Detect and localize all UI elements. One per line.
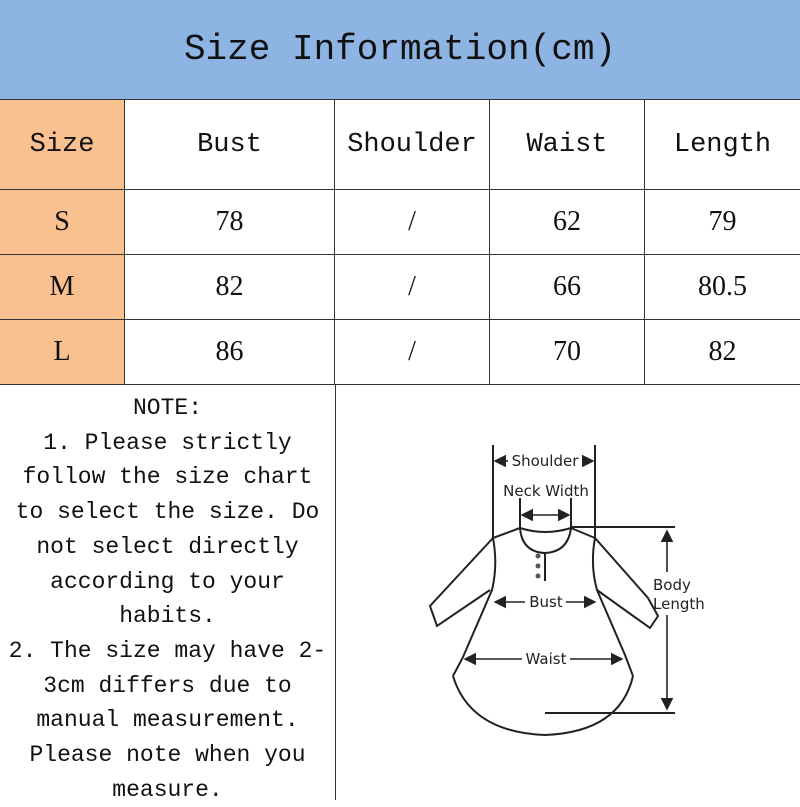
shoulder-label: Shoulder: [511, 452, 579, 470]
table-cell: 78: [125, 190, 335, 255]
note-line: habits.: [119, 603, 216, 630]
table-cell: 66: [490, 255, 645, 320]
column-header-shoulder: Shoulder: [335, 100, 490, 190]
page-title: Size Information(cm): [0, 0, 800, 100]
table-cell: 62: [490, 190, 645, 255]
table-cell: 82: [645, 320, 800, 385]
size-note: [0, 385, 336, 803]
body-length-label-1: Body: [653, 576, 691, 594]
note-line: to select the size. Do: [15, 499, 320, 526]
table-cell: /: [335, 255, 490, 320]
table-cell: /: [335, 320, 490, 385]
column-header-length: Length: [645, 100, 800, 190]
note-line: not select directly: [36, 533, 299, 560]
column-header-bust: Bust: [125, 100, 335, 190]
note-line: 1. Please strictly: [43, 429, 292, 456]
bust-label: Bust: [529, 593, 563, 611]
size-label: S: [0, 190, 125, 255]
neck-width-label: Neck Width: [503, 482, 589, 500]
note-line: NOTE:: [132, 395, 202, 421]
column-header-waist: Waist: [490, 100, 645, 190]
table-cell: /: [335, 190, 490, 255]
table-cell: 86: [125, 320, 335, 385]
note-line: 3cm differs due to: [43, 672, 292, 699]
note-line: according to your: [50, 568, 285, 595]
table-cell: 80.5: [645, 255, 800, 320]
body-length-label-2: Length: [653, 595, 705, 613]
column-header-size: Size: [0, 100, 125, 190]
note-line: 2. The size may have 2-: [8, 637, 327, 664]
table-cell: 82: [125, 255, 335, 320]
note-line: Please note when you: [29, 742, 306, 769]
measurement-diagram: [336, 386, 800, 800]
size-label: M: [0, 255, 125, 320]
button-dots: [536, 554, 541, 579]
note-line: follow the size chart: [22, 464, 313, 491]
size-label: L: [0, 320, 125, 385]
note-line: measure.: [112, 776, 223, 803]
table-cell: 70: [490, 320, 645, 385]
table-cell: 79: [645, 190, 800, 255]
note-line: manual measurement.: [36, 707, 299, 734]
waist-label: Waist: [525, 650, 567, 668]
